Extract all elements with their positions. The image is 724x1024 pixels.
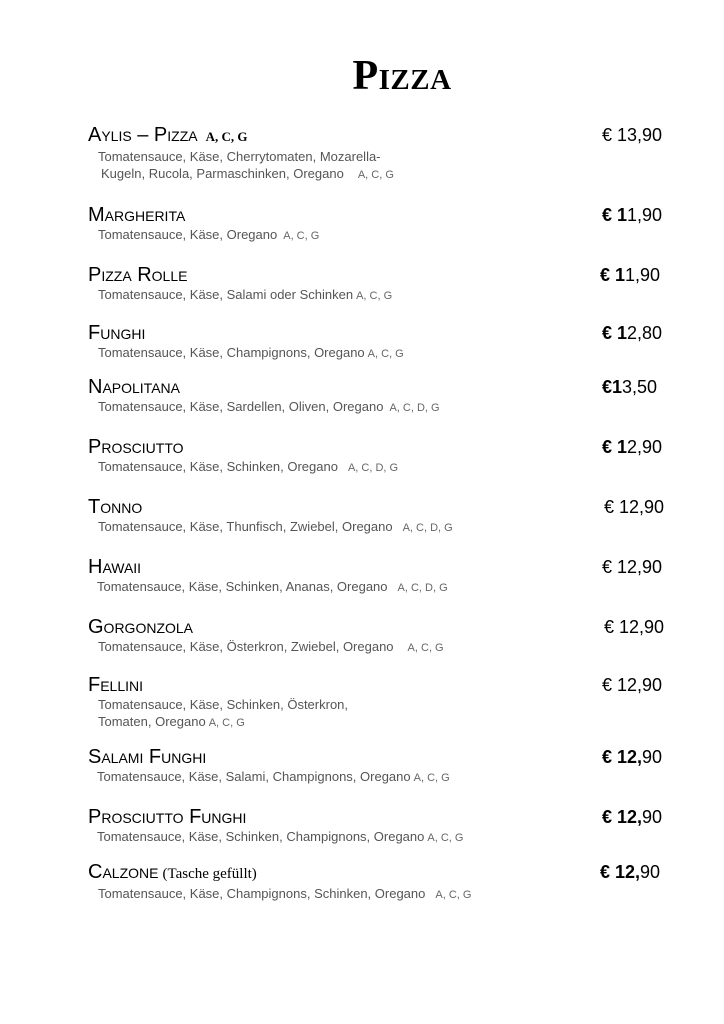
item-description: Tomatensauce, Käse, Österkron, Zwiebel, Oregano A, C, G <box>98 639 444 654</box>
item-price: €13,50 <box>602 377 658 397</box>
item-description: Tomatensauce, Käse, Salami, Champignons, Oregano A, C, G <box>97 769 450 784</box>
menu-item-salami-funghi <box>88 746 678 786</box>
menu-item-calzone <box>88 861 678 903</box>
item-description: Tomatensauce, Käse, Oregano A, C, G <box>98 227 320 242</box>
page-title: Pizza <box>352 53 452 99</box>
item-description: Tomatensauce, Käse, Champignons, Schinken, Oregano A, C, G <box>98 886 472 901</box>
menu-item-napolitana <box>88 376 678 416</box>
item-name: Calzone (Tasche gefüllt) <box>88 861 257 883</box>
allergen-codes: A, C, G <box>407 642 444 654</box>
allergen-codes: A, C, G <box>208 717 245 729</box>
item-name: Prosciutto <box>88 436 184 458</box>
item-price: € 12,80 <box>602 323 663 343</box>
item-price: € 12,90 <box>602 807 663 827</box>
allergen-codes: A, C, D, G <box>397 582 448 594</box>
item-price: € 12,90 <box>602 747 663 767</box>
menu-item-fellini <box>88 674 678 731</box>
item-description: Tomatensauce, Käse, Schinken, Oregano A, C, D, G <box>98 459 399 474</box>
item-description: Tomatensauce, Käse, Thunfisch, Zwiebel, Oregano A, C, D, G <box>98 519 453 534</box>
item-price: € 13,90 <box>602 125 663 145</box>
allergen-codes: A, C, D, G <box>347 462 399 474</box>
item-name: Pizza Rolle <box>88 264 188 286</box>
allergen-codes: A, C, G <box>356 290 393 302</box>
item-price: € 12,90 <box>602 675 663 695</box>
allergen-codes: A, C, G <box>357 169 394 181</box>
allergen-codes: A, C, D, G <box>402 522 453 534</box>
allergen-codes: A, C, G <box>427 832 464 844</box>
item-name: Tonno <box>88 496 143 518</box>
menu-item-funghi <box>88 322 678 362</box>
item-description: Tomatensauce, Käse, Cherrytomaten, Mozarella- <box>98 149 381 164</box>
allergen-codes: A, C, G <box>283 230 320 242</box>
allergen-codes: A, C, G <box>435 889 472 901</box>
item-name: Salami Funghi <box>88 746 207 768</box>
item-name: Margherita <box>88 204 186 226</box>
item-price: € 12,90 <box>600 862 661 882</box>
item-description: Tomatensauce, Käse, Schinken, Ananas, Oregano A, C, D, G <box>97 579 448 594</box>
menu-item-gorgonzola <box>88 616 678 656</box>
item-description-line2: Kugeln, Rucola, Parmaschinken, Oregano A, C, G <box>101 166 394 181</box>
item-name: Prosciutto Funghi <box>88 806 247 828</box>
item-price: € 12,90 <box>604 617 665 637</box>
item-name: Hawaii <box>88 556 142 578</box>
menu-item-prosciutto <box>88 436 678 476</box>
item-note: (Tasche gefüllt) <box>162 866 257 882</box>
item-price: € 11,90 <box>600 265 661 285</box>
allergen-codes: A, C, G <box>367 348 404 360</box>
item-price: € 12,90 <box>602 557 663 577</box>
menu-item-tonno <box>88 496 678 536</box>
item-description: Tomatensauce, Käse, Schinken, Österkron, <box>98 697 349 712</box>
menu-item-aylis <box>88 124 678 183</box>
item-description: Tomatensauce, Käse, Schinken, Champignons, Oregano A, C, G <box>97 829 464 844</box>
allergen-codes: A, C, D, G <box>389 402 440 414</box>
menu-item-prosciutto-funghi <box>88 806 678 846</box>
item-price: € 12,90 <box>604 497 665 517</box>
allergen-codes: A, C, G <box>205 129 248 144</box>
item-name: Funghi <box>88 322 146 344</box>
item-description: Tomatensauce, Käse, Salami oder Schinken A, C, G <box>98 287 393 302</box>
item-name: Gorgonzola <box>88 616 194 638</box>
item-description-line2: Tomaten, Oregano A, C, G <box>98 714 245 729</box>
item-name: Napolitana <box>88 376 180 398</box>
menu-item-hawaii <box>88 556 678 596</box>
item-name: Fellini <box>88 674 144 696</box>
allergen-codes: A, C, G <box>413 772 450 784</box>
item-price: € 12,90 <box>602 437 663 457</box>
item-description: Tomatensauce, Käse, Champignons, Oregano A, C, G <box>98 345 404 360</box>
item-name: Aylis – Pizza A, C, G <box>88 124 248 146</box>
menu-item-pizza-rolle <box>88 264 678 304</box>
menu-item-margherita <box>88 204 678 244</box>
item-price: € 11,90 <box>602 205 663 225</box>
item-description: Tomatensauce, Käse, Sardellen, Oliven, Oregano A, C, D, G <box>98 399 440 414</box>
